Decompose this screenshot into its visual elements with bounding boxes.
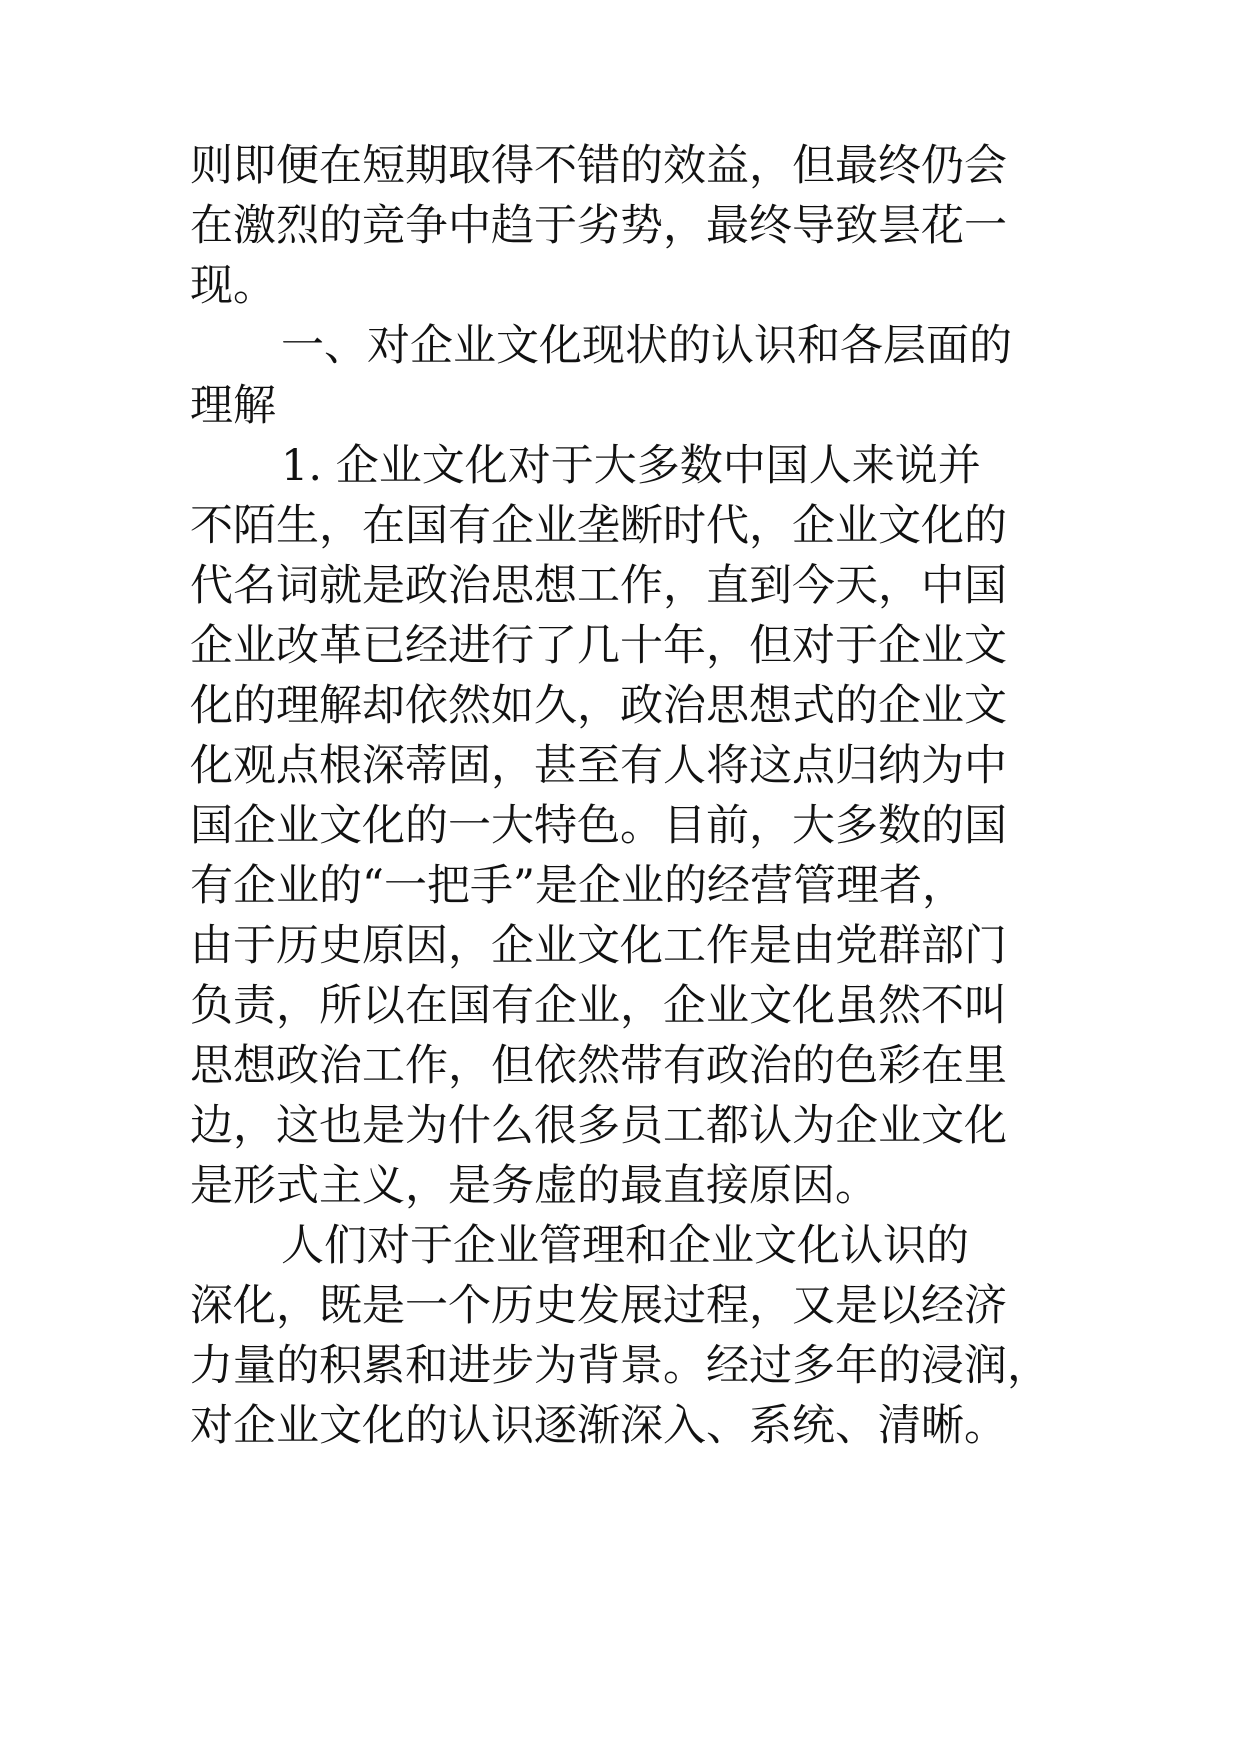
text-line: 对企业文化的认识逐渐深入、系统、清晰。 bbox=[190, 1401, 1007, 1451]
text-line: 由于历史原因，企业文化工作是由党群部门 bbox=[190, 921, 1007, 971]
text-line: 不陌生，在国有企业垄断时代，企业文化的 bbox=[190, 501, 1007, 551]
text-line: 化的理解却依然如久，政治思想式的企业文 bbox=[190, 681, 1007, 731]
text-line: 现。 bbox=[190, 261, 276, 311]
text-line: 思想政治工作，但依然带有政治的色彩在里 bbox=[190, 1041, 1007, 1091]
text-line: 代名词就是政治思想工作，直到今天，中国 bbox=[190, 561, 1007, 611]
section-heading-line: 一、对企业文化现状的认识和各层面的 bbox=[281, 321, 1012, 371]
text-line: 化观点根深蒂固，甚至有人将这点归纳为中 bbox=[190, 741, 1007, 791]
text-line: 人们对于企业管理和企业文化认识的 bbox=[281, 1221, 969, 1271]
text-line: 企业改革已经进行了几十年，但对于企业文 bbox=[190, 621, 1007, 671]
text-line: 1. 企业文化对于大多数中国人来说并 bbox=[281, 441, 981, 491]
text-line: 是形式主义，是务虚的最直接原因。 bbox=[190, 1161, 878, 1211]
text-line: 边，这也是为什么很多员工都认为企业文化 bbox=[190, 1101, 1007, 1151]
text-line: 在激烈的竞争中趋于劣势，最终导致昙花一 bbox=[190, 201, 1007, 251]
text-line: 有企业的“一把手”是企业的经营管理者， bbox=[190, 861, 965, 911]
text-line: 力量的积累和进步为背景。经过多年的浸润， bbox=[190, 1341, 1050, 1391]
section-heading-line: 理解 bbox=[190, 381, 276, 431]
text-line: 深化，既是一个历史发展过程，又是以经济 bbox=[190, 1281, 1007, 1331]
text-line: 则即便在短期取得不错的效益，但最终仍会 bbox=[190, 141, 1007, 191]
text-line: 国企业文化的一大特色。目前，大多数的国 bbox=[190, 801, 1007, 851]
text-line: 负责，所以在国有企业，企业文化虽然不叫 bbox=[190, 981, 1007, 1031]
